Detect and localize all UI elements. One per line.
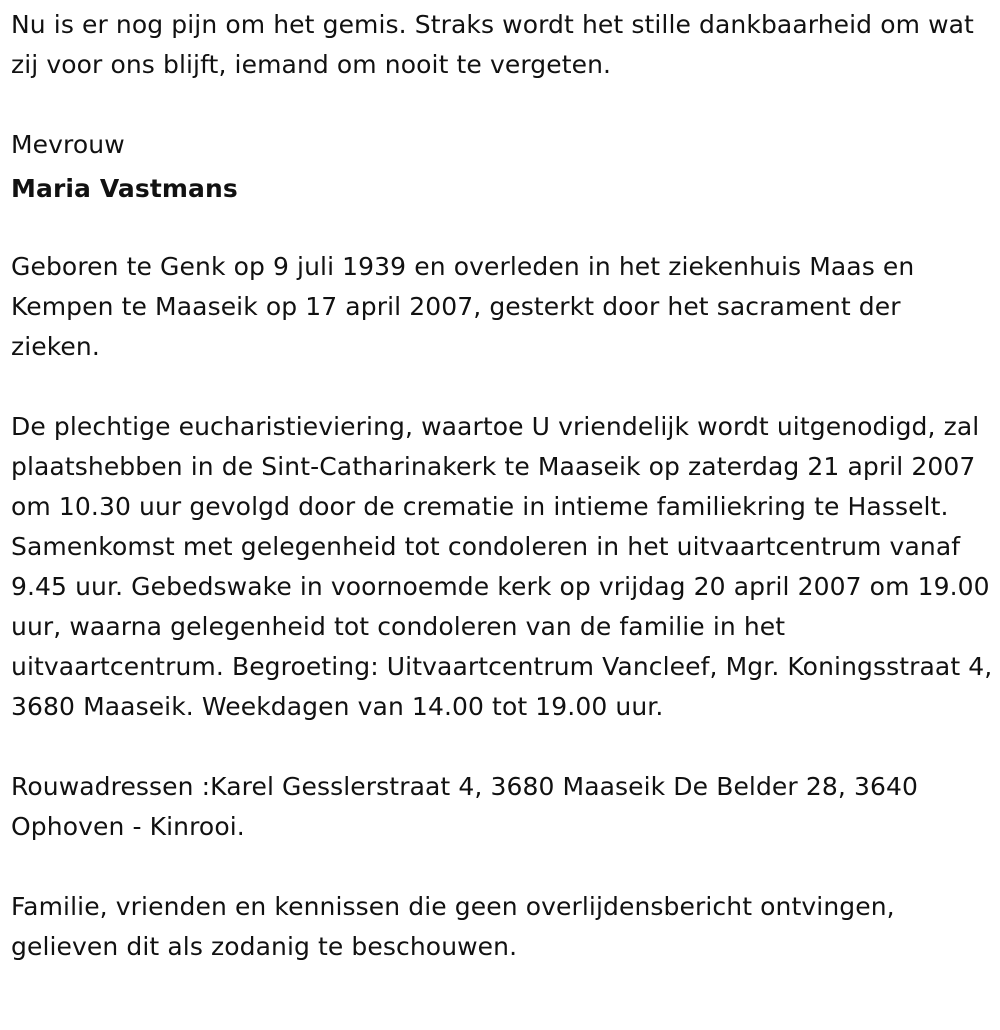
addresses-paragraph: Rouwadressen :Karel Gesslerstraat 4, 3680 Maaseik De Belder 28, 3640 Ophoven - Kinrooi. [11, 772, 918, 841]
birth-death-paragraph: Geboren te Genk op 9 juli 1939 en overleden in het ziekenhuis Maas en Kempen te Maaseik op 17 april 2007, gesterkt door het sacrament der zieken. [11, 252, 915, 361]
ceremony-paragraph: De plechtige eucharistieviering, waartoe U vriendelijk wordt uitgenodigd, zal plaatshebben in de Sint-Catharinakerk te Maaseik op zaterdag 21 april 2007 om 10.30 uur gevolgd door de crematie in intieme familiekring te Hasselt. Samenkomst met gelegenheid tot condoleren in het uitvaartcentrum vanaf 9.45 uur. Gebedswake in voornoemde kerk op vrijdag 20 april 2007 om 19.00 uur, waarna gelegenheid tot condoleren van de familie in het uitvaartcentrum. Begroeting: Uitvaartcentrum Vancleef, Mgr. Koningsstraat 4, 3680 Maaseik. Weekdagen van 14.00 tot 19.00 uur. [11, 412, 993, 721]
closing-paragraph: Familie, vrienden en kennissen die geen overlijdensbericht ontvingen, gelieven dit als zodanig te beschouwen. [11, 892, 895, 961]
deceased-name: Maria Vastmans [11, 174, 238, 203]
obituary-notice [11, 5, 996, 967]
intro-paragraph: Nu is er nog pijn om het gemis. Straks wordt het stille dankbaarheid om wat zij voor ons blijft, iemand om nooit te vergeten. [11, 10, 974, 79]
salutation: Mevrouw [11, 130, 125, 159]
